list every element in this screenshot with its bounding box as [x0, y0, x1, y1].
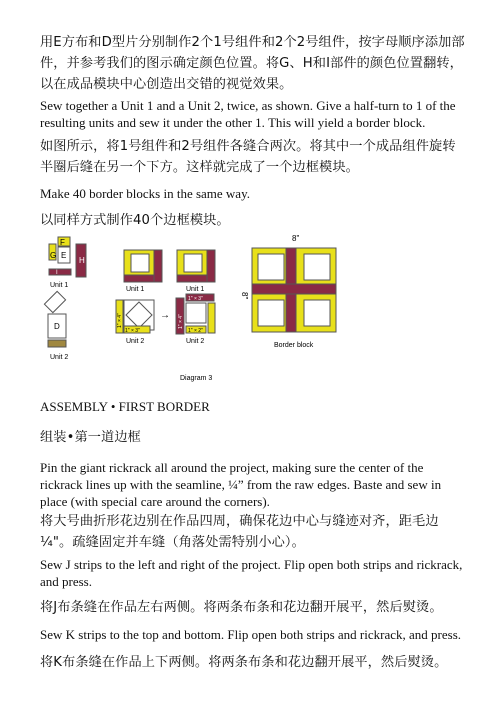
unit2-label-left: Unit 2	[50, 354, 69, 361]
unit1-label-b: Unit 1	[186, 286, 205, 293]
paragraph-en-1: Sew together a Unit 1 and a Unit 2, twice, as shown. Give a half-turn to 1 of the resulting units and sew it under the other 1. This will yield a border block.	[40, 98, 456, 130]
unit2-exploded	[44, 291, 68, 361]
dim-side: 8"	[240, 292, 249, 300]
diagram-caption: Diagram 3	[180, 375, 213, 382]
paragraph-en-5: Sew K strips to the top and bottom. Flip open both strips and rickrack, and press.	[40, 627, 462, 642]
unit1-finished-b	[177, 250, 215, 293]
paragraph-en-2: Make 40 border blocks in the same way.	[40, 186, 250, 201]
paragraph-cn-2: 如图所示，将1号组件和2号组件各缝合两次。将其中一个成品组件旋转半圈后缝在另一个下方。这样就完成了一个边框模块。	[40, 139, 456, 175]
unit1-label-a: Unit 1	[126, 286, 145, 293]
letter-f: F	[60, 238, 65, 247]
measure-b-top: 1" × 3"	[188, 296, 203, 302]
unit2-finished-a	[116, 300, 154, 345]
piece-olive	[48, 340, 66, 347]
unit2-finished-b	[176, 294, 215, 345]
letter-d: D	[54, 322, 60, 331]
measure-c: 1" × 2"	[188, 328, 203, 334]
paragraph-cn-1: 用E方布和D型片分别制作2个1号组件和2个2号组件，按字母顺序添加部件，并参考我们的图示确定颜色位置。将G、H和I部件的颜色位置翻转，以在成品模块中心创造出交错的视觉效果。	[40, 35, 465, 92]
letter-g: G	[50, 251, 57, 260]
measure-b-side: 1" × 4"	[178, 314, 184, 329]
paragraph-en-4: Sew J strips to the left and right of the project. Flip open both strips and rickrack, and press.	[40, 557, 463, 589]
paragraph-cn-6: 将K布条缝在作品上下两侧。将两条布条和花边翻开展平，然后熨烫。	[40, 655, 448, 670]
heading-cn: 组装•第一道边框	[40, 430, 141, 445]
unit1-finished-a	[124, 250, 162, 293]
border-block-label: Border block	[274, 342, 314, 349]
dim-top: 8"	[292, 234, 300, 243]
unit2-label-b: Unit 2	[186, 338, 205, 345]
unit2-label-a: Unit 2	[126, 338, 145, 345]
measure-a-bottom: 1" × 3"	[125, 328, 140, 334]
measure-a-side: 1" × 4"	[117, 313, 123, 328]
paragraph-en-3: Pin the giant rickrack all around the project, making sure the center of the rickrack lines up with the seamline, ¼” from the raw edges. Baste and sew in place (with special care around the corners).	[40, 460, 442, 509]
heading-en: ASSEMBLY • FIRST BORDER	[40, 399, 210, 414]
border-block	[240, 234, 336, 349]
unit1-exploded	[49, 237, 86, 289]
piece-i	[49, 269, 71, 275]
letter-i: I	[56, 270, 58, 276]
diagram-3	[36, 232, 466, 392]
paragraph-cn-3: 以同样方式制作40个边框模块。	[40, 213, 230, 228]
unit1-label-left: Unit 1	[50, 282, 69, 289]
piece-triangle	[44, 291, 65, 312]
paragraph-cn-5: 将J布条缝在作品左右两侧。将两条布条和花边翻开展平，然后熨烫。	[40, 600, 443, 615]
letter-e: E	[61, 251, 67, 260]
letter-h: H	[79, 256, 85, 265]
arrow-icon: →	[160, 310, 170, 321]
paragraph-cn-4: 将大号曲折形花边别在作品四周，确保花边中心与缝迹对齐，距毛边¼"。疏缝固定并车缝（角落处需特别小心）。	[40, 514, 439, 550]
